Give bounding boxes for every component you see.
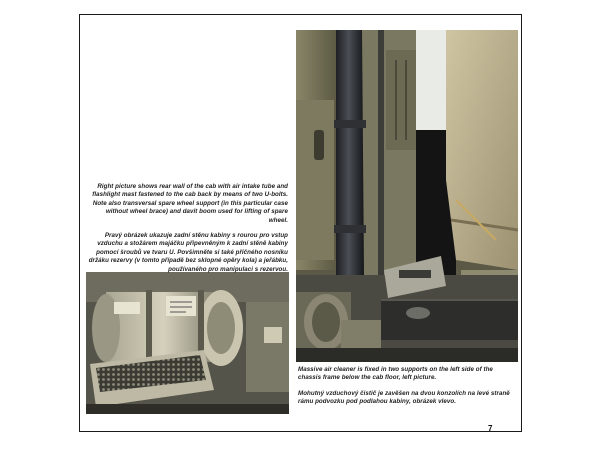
right-photo-caption <box>86 183 288 274</box>
left-photo-caption-cz: Mohutný vzduchový čistič je zavěšen na dvou konzolích na levé straně rámu podvozku pod podlahou kabiny, obrázek vlevo. <box>298 389 510 406</box>
page-number: 7 <box>488 424 493 433</box>
truck-cab-rear-wall-photo <box>296 30 518 362</box>
right-photo-caption-en: Right picture shows rear wall of the cab with air intake tube and flashlight mast fastened to the cab back by means of two U-bolts. Note also transversal spare wheel support (in this particular case without wheel brace) and davit boom used for lifting of spare wheel. <box>92 183 288 224</box>
left-photo-caption-en: Massive air cleaner is fixed in two supports on the left side of the chassis frame below the cab floor, left picture. <box>298 366 493 382</box>
air-cleaner-photo <box>86 272 289 414</box>
left-photo-caption <box>298 366 512 407</box>
right-photo-caption-cz: Pravý obrázek ukazuje zadní stěnu kabiny s rourou pro vstup vzduchu a stožárem majáčku připevněným k zadní stěně kabiny pomocí šroubů ve tvaru U. Povšimněte si také příčného nosníku držáku rezervy (v tomto případě bez sklopné opěry kola) a jeřábku, používaného pro manipulaci s rezervou. <box>88 232 288 273</box>
